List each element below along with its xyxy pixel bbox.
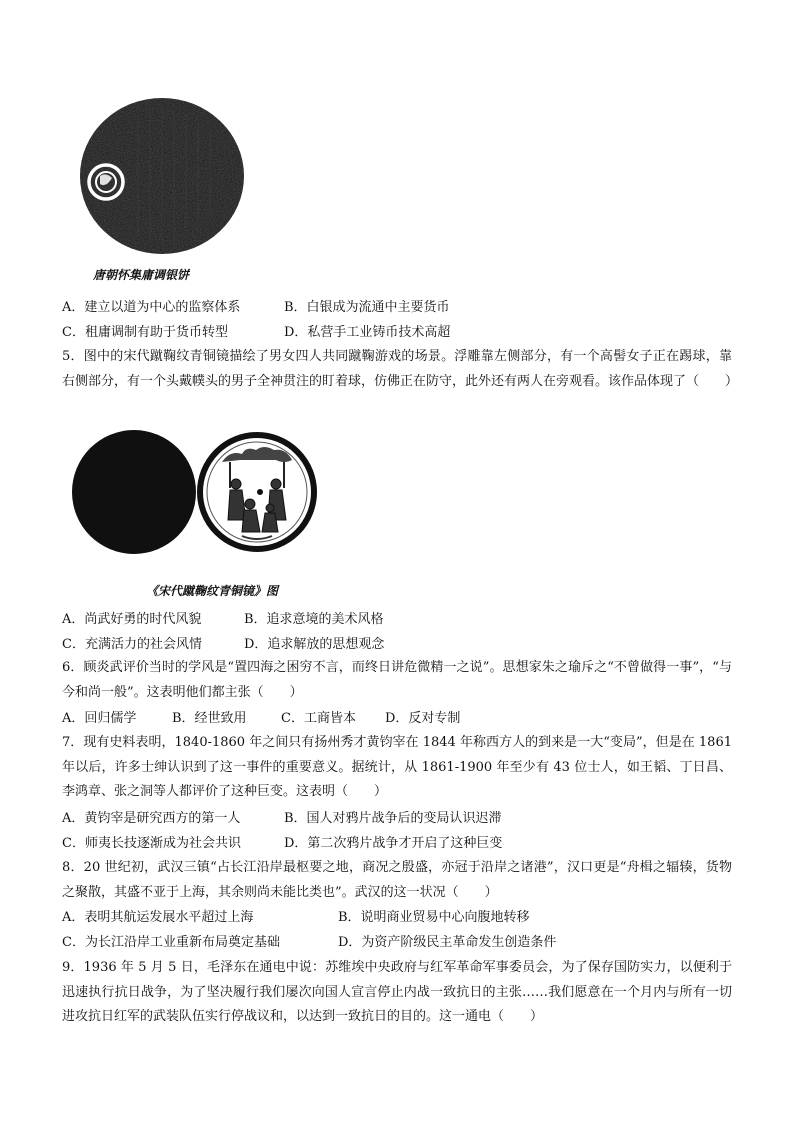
silver-cake-image (78, 96, 246, 256)
figure1-caption: 唐朝怀集庸调银饼 (93, 268, 190, 282)
q4-option-c: C．租庸调制有助于货币转型 (62, 325, 228, 340)
q8-stem: 8．20 世纪初，武汉三镇“占长江沿岸最枢要之地，商况之殷盛，亦冠于沿岸之诸港”，汉口更是“舟楫之辐辏，货物之聚散，其盛不亚于上海，其余则尚未能比类也”。武汉的这一状况（ ） (62, 860, 732, 900)
q7-stem: 7．现有史料表明，1840-1860 年之间只有扬州秀才黄钧宰在 1844 年称西方人的到来是一大“变局”，但是在 1861 年以后，许多士绅认识到了这一事件的重要意义。据统计，从 1861-1900 年至少有 43 位士人，如王韬、丁日昌、李鸿章、张之洞等人都评价了这种巨变。这表明（ ） (62, 735, 732, 799)
q8-option-a: A．表明其航运发展水平超过上海 (62, 910, 254, 925)
q8-option-c: C．为长江沿岸工业重新布局奠定基础 (62, 935, 280, 950)
q7-option-a: A．黄钧宰是研究西方的第一人 (62, 811, 241, 826)
q7-option-c: C．师夷长技逐渐成为社会共识 (62, 836, 241, 851)
q7-option-d: D．第二次鸦片战争才开启了这种巨变 (284, 836, 503, 851)
q6-option-d: D．反对专制 (385, 711, 461, 726)
q4-option-d: D．私营手工业铸币技术高超 (284, 325, 451, 340)
q7-option-b: B．国人对鸦片战争后的变局认识迟滞 (284, 811, 502, 826)
q4-option-b: B．白银成为流通中主要货币 (284, 300, 450, 315)
figure2-caption: 《宋代蹴鞠纹青铜镜》图 (146, 584, 279, 598)
q4-option-a: A．建立以道为中心的监察体系 (62, 300, 241, 315)
q5-option-c: C．充满活力的社会风情 (62, 637, 202, 652)
q6-option-c: C．工商皆本 (281, 711, 356, 726)
q9-stem: 9．1936 年 5 月 5 日，毛泽东在通电中说：苏维埃中央政府与红军革命军事委员会，为了保存国防实力，以便利于迅速执行抗日战争，为了坚决履行我们屡次向国人宣言停止内战一致抗日的主张……我们愿意在一个月内与所有一切进攻抗日红军的武装队伍实行停战议和，以达到一致抗日的目的。这一通电（ ） (62, 960, 732, 1024)
bronze-mirror-image (70, 428, 318, 556)
q8-option-b: B．说明商业贸易中心向腹地转移 (338, 910, 530, 925)
q5-option-d: D．追求解放的思想观念 (244, 637, 385, 652)
q5-stem: 5．图中的宋代蹴鞠纹青铜镜描绘了男女四人共同蹴鞠游戏的场景。浮雕靠左侧部分，有一个高髻女子正在踢球，靠右侧部分，有一个头戴幞头的男子全神贯注的盯着球，仿佛正在防守，此外还有两人在旁观看。该作品体现了（ ） (62, 349, 739, 389)
q5-option-a: A．尚武好勇的时代风貌 (62, 612, 202, 627)
q5-option-b: B．追求意境的美术风格 (244, 612, 384, 627)
q6-option-b: B．经世致用 (172, 711, 247, 726)
q8-option-d: D．为资产阶级民主革命发生创造条件 (338, 935, 557, 950)
q6-option-a: A．回归儒学 (62, 711, 137, 726)
q6-stem: 6．顾炎武评价当时的学风是“置四海之困穷不言，而终日讲危微精一之说”。思想家朱之瑜斥之“不曾做得一事”，“与今和尚一般”。这表明他们都主张（ ） (62, 660, 732, 700)
